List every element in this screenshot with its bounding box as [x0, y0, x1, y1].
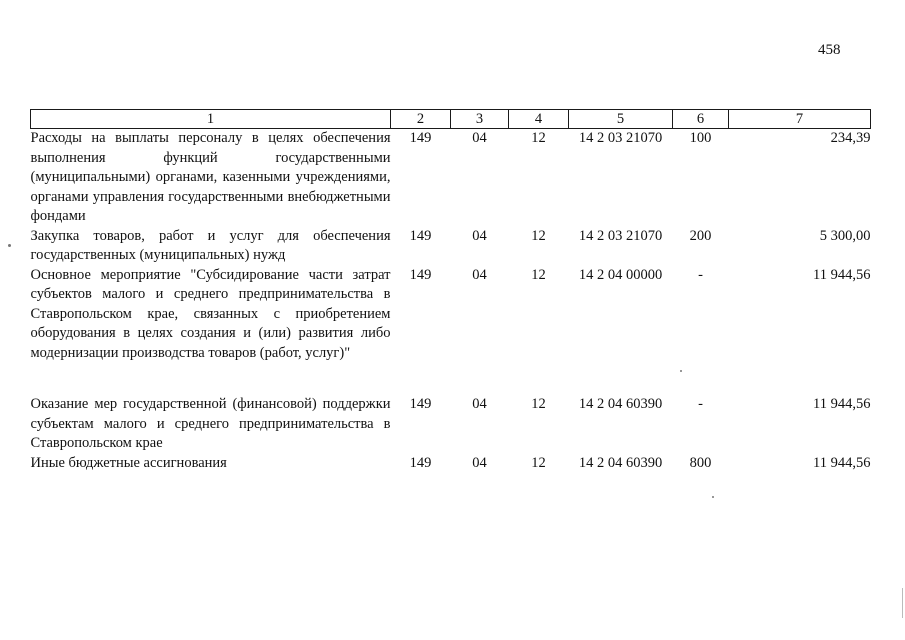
row-col7: 11 944,56: [813, 454, 871, 471]
row-spacer: [31, 363, 871, 395]
row-col5: 14 2 04 60390: [578, 454, 663, 471]
row-col4: 12: [531, 227, 546, 244]
column-header: 5: [569, 110, 673, 129]
row-description: Расходы на выплаты персоналу в целях обеспечения выполнения функций государственными (муниципальными) органами, казенными учреждениями, органами управления государственными внебюджетными фондами: [30, 130, 391, 224]
row-col5: 14 2 04 00000: [578, 266, 663, 283]
row-col6: 100: [689, 130, 712, 146]
column-header: 3: [451, 110, 509, 129]
table-row: [31, 454, 871, 474]
row-col3: 04: [472, 454, 487, 471]
row-col2: 149: [409, 130, 432, 146]
table-row: [31, 395, 871, 454]
row-description: Закупка товаров, работ и услуг для обеспечения государственных (муниципальных) нужд: [30, 227, 391, 263]
row-col4: 12: [531, 130, 546, 146]
page-number: 458: [818, 42, 841, 58]
row-col3: 04: [472, 227, 487, 244]
column-header: 7: [729, 110, 871, 129]
row-col7: 5 300,00: [819, 227, 871, 244]
scan-speck: [8, 244, 11, 247]
row-col7: 11 944,56: [813, 396, 871, 412]
row-description: Оказание мер государственной (финансовой) поддержки субъектам малого и среднего предпринимательства в Ставропольском крае: [30, 396, 391, 451]
row-col7: 11 944,56: [813, 266, 871, 283]
table-row: [31, 266, 871, 364]
row-col6: 200: [689, 227, 712, 244]
row-col6: -: [698, 396, 703, 412]
row-col3: 04: [472, 396, 487, 412]
row-col5: 14 2 03 21070: [578, 227, 663, 244]
row-description: Основное мероприятие "Субсидирование части затрат субъектов малого и среднего предпринимательства в Ставропольском крае, связанных с приобретением оборудования в целях создания и (или) развития либо модернизации производства товаров (работ, услуг)": [30, 266, 391, 361]
row-col7: 234,39: [830, 130, 871, 146]
header-row: [31, 110, 871, 129]
row-col4: 12: [531, 266, 546, 283]
row-col5: 14 2 04 60390: [578, 396, 663, 412]
row-col6: -: [698, 266, 703, 283]
row-col5: 14 2 03 21070: [578, 130, 663, 146]
budget-table: [30, 109, 871, 473]
row-col4: 12: [531, 454, 546, 471]
scan-speck: [680, 370, 682, 372]
column-header: 1: [31, 110, 391, 129]
row-col2: 149: [409, 266, 432, 283]
row-col6: 800: [689, 454, 712, 471]
row-col2: 149: [409, 227, 432, 244]
scan-edge-line: [902, 588, 903, 618]
row-col3: 04: [472, 130, 487, 146]
scan-speck: [712, 496, 714, 498]
column-header: 6: [673, 110, 729, 129]
spacer-cell: [31, 363, 871, 395]
table-row: [31, 227, 871, 266]
table-row: [31, 129, 871, 227]
row-description: Иные бюджетные ассигнования: [30, 454, 227, 471]
column-header: 2: [391, 110, 451, 129]
column-header: 4: [509, 110, 569, 129]
row-col4: 12: [531, 396, 546, 412]
row-col2: 149: [409, 396, 432, 412]
row-col2: 149: [409, 454, 432, 471]
row-col3: 04: [472, 266, 487, 283]
